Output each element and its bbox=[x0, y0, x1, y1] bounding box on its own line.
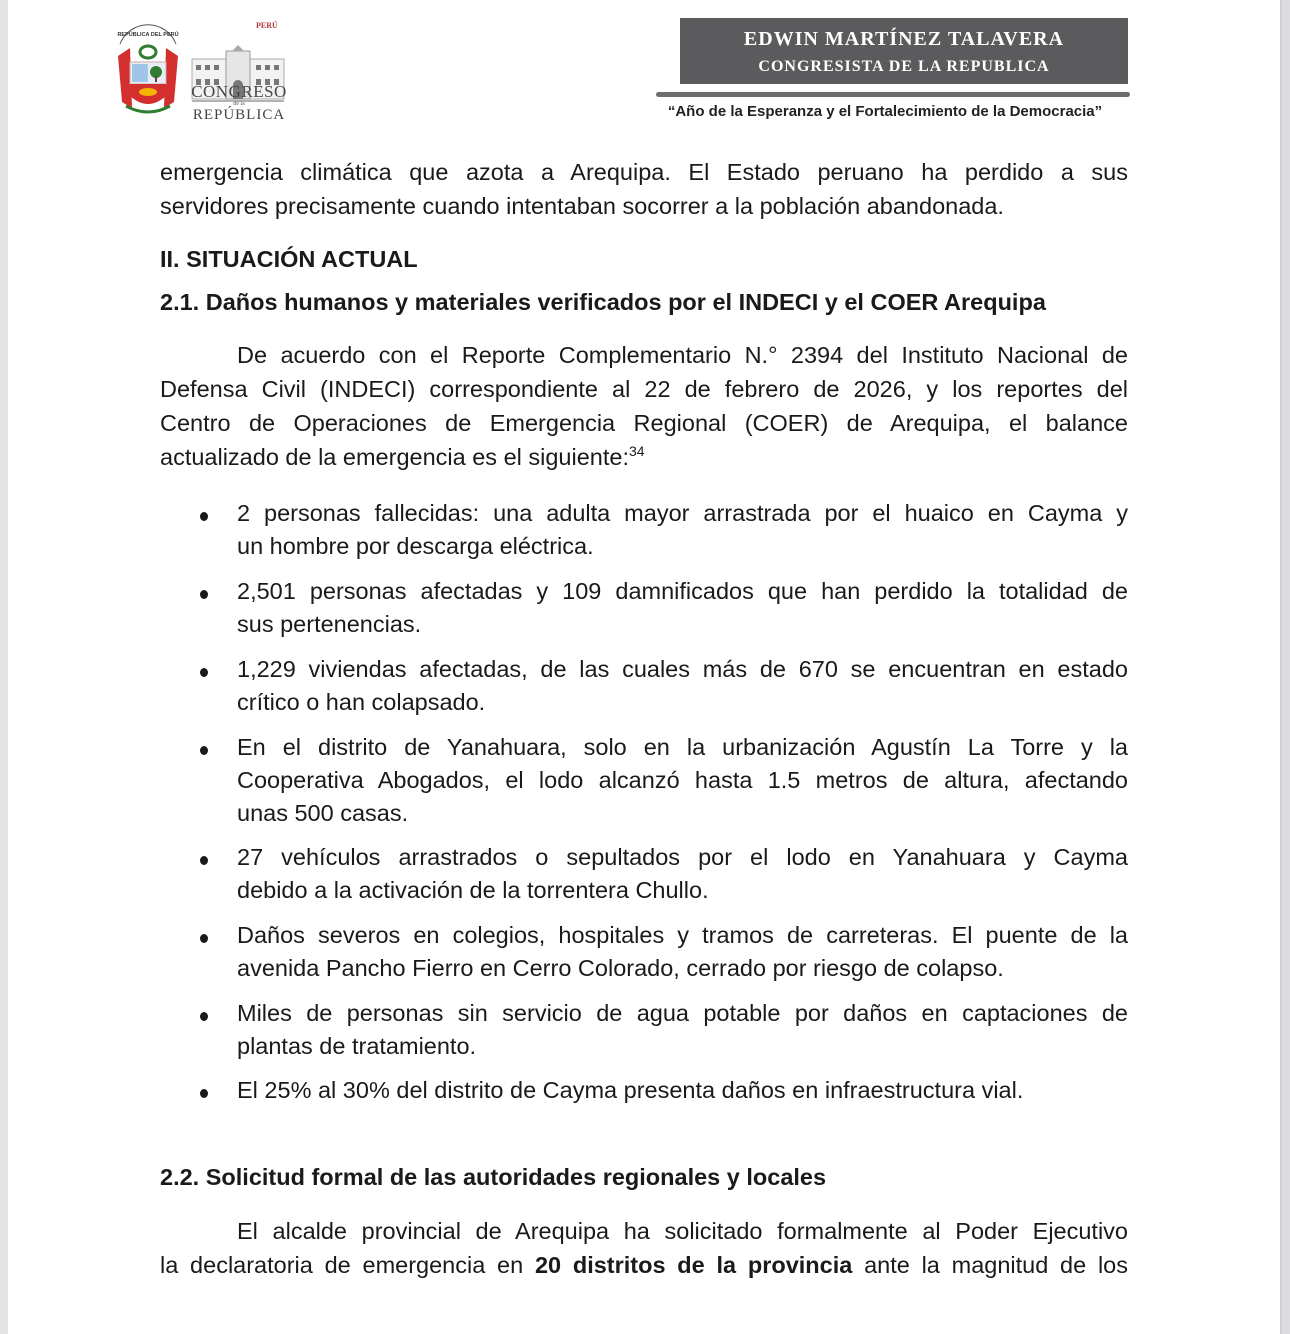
congreso-wordmark: CONGRESO bbox=[191, 82, 287, 101]
de-la-wordmark: de la bbox=[233, 101, 245, 107]
bullet-icon bbox=[200, 512, 208, 521]
text-line: Cooperativa Abogados, el lodo alcanzó hasta 1.5 metros de altura, afectando bbox=[237, 767, 1128, 793]
congressman-name: EDWIN MARTÍNEZ TALAVERA bbox=[743, 28, 1065, 50]
intro-paragraph bbox=[160, 155, 1128, 223]
text-line: De acuerdo con el Reporte Complementario N.° 2394 del Instituto Nacional de bbox=[237, 342, 1128, 368]
text-line: 2,501 personas afectadas y 109 damnificados que han perdido la totalidad de bbox=[237, 578, 1128, 604]
scrollbar[interactable] bbox=[1280, 0, 1290, 1334]
text-line: El alcalde provincial de Arequipa ha solicitado formalmente al Poder Ejecutivo bbox=[237, 1218, 1128, 1244]
text-line: sus pertenencias. bbox=[237, 611, 422, 637]
congressman-name-box bbox=[680, 18, 1128, 84]
bullet-icon bbox=[200, 934, 208, 943]
bold-emphasis: 20 distritos de la provincia bbox=[534, 1252, 853, 1278]
report-paragraph bbox=[160, 338, 1128, 474]
congreso-logo bbox=[112, 18, 292, 128]
text-line: unas 500 casas. bbox=[237, 800, 409, 826]
bullet-icon bbox=[200, 1089, 208, 1098]
text-line: Miles de personas sin servicio de agua potable por daños en captaciones de bbox=[237, 1000, 1128, 1026]
bullet-icon bbox=[200, 1012, 208, 1021]
text-line: 2 personas fallecidas: una adulta mayor arrastrada por el huaico en Cayma y bbox=[237, 500, 1128, 526]
coat-of-arms-text: REPÚBLICA DEL PERÚ bbox=[117, 32, 179, 38]
subsection-title-2-1: 2.1. Daños humanos y materiales verificados por el INDECI y el COER Arequipa bbox=[160, 289, 1046, 315]
text-line-content: actualizado de la emergencia es el siguiente: bbox=[160, 444, 629, 470]
text-line: Centro de Operaciones de Emergencia Regional (COER) de Arequipa, el balance bbox=[160, 410, 1128, 436]
text-line: plantas de tratamiento. bbox=[237, 1033, 477, 1059]
text-line: debido a la activación de la torrentera Chullo. bbox=[237, 877, 709, 903]
bullet-icon bbox=[200, 746, 208, 755]
bullet-icon bbox=[200, 856, 208, 865]
footnote-ref[interactable]: 34 bbox=[629, 443, 645, 459]
text-line: crítico o han colapsado. bbox=[237, 689, 486, 715]
text-line bbox=[160, 1248, 1128, 1282]
subsection-title-2-2: 2.2. Solicitud formal de las autoridades regionales y locales bbox=[160, 1164, 827, 1190]
section-title: II. SITUACIÓN ACTUAL bbox=[160, 246, 418, 272]
peru-tag: PERÚ bbox=[256, 21, 278, 30]
congressman-role: CONGRESISTA DE LA REPUBLICA bbox=[758, 58, 1050, 75]
text-line: 27 vehículos arrastrados o sepultados por el lodo en Yanahuara y Cayma bbox=[237, 844, 1128, 870]
text-line: Daños severos en colegios, hospitales y tramos de carreteras. El puente de la bbox=[237, 922, 1128, 948]
text-line: avenida Pancho Fierro en Cerro Colorado, cerrado por riesgo de colapso. bbox=[237, 955, 1004, 981]
text-line: servidores precisamente cuando intentaban socorrer a la población abandonada. bbox=[160, 193, 1004, 219]
republica-wordmark: REPÚBLICA bbox=[192, 107, 286, 123]
year-motto: “Año de la Esperanza y el Fortalecimiento de la Democracia” bbox=[667, 103, 1103, 120]
text-line: 1,229 viviendas afectadas, de las cuales más de 670 se encuentran en estado bbox=[237, 656, 1128, 682]
text-line: emergencia climática que azota a Arequipa. El Estado peruano ha perdido a sus bbox=[160, 159, 1128, 185]
text-fragment: la declaratoria de emergencia en bbox=[160, 1252, 535, 1278]
text-line: El 25% al 30% del distrito de Cayma presenta daños en infraestructura vial. bbox=[237, 1077, 1024, 1103]
page-edge-left bbox=[0, 0, 8, 1334]
coat-of-arms-icon bbox=[112, 22, 184, 122]
header-divider bbox=[656, 92, 1130, 97]
text-line: un hombre por descarga eléctrica. bbox=[237, 533, 594, 559]
text-line: Defensa Civil (INDECI) correspondiente al 22 de febrero de 2026, y los reportes del bbox=[160, 376, 1128, 402]
text-line: En el distrito de Yanahuara, solo en la urbanización Agustín La Torre y la bbox=[237, 734, 1128, 760]
request-paragraph bbox=[160, 1214, 1128, 1282]
bullet-icon bbox=[200, 590, 208, 599]
text-fragment: ante la magnitud de los bbox=[852, 1252, 1128, 1278]
bullet-icon bbox=[200, 668, 208, 677]
text-line bbox=[160, 440, 1128, 474]
